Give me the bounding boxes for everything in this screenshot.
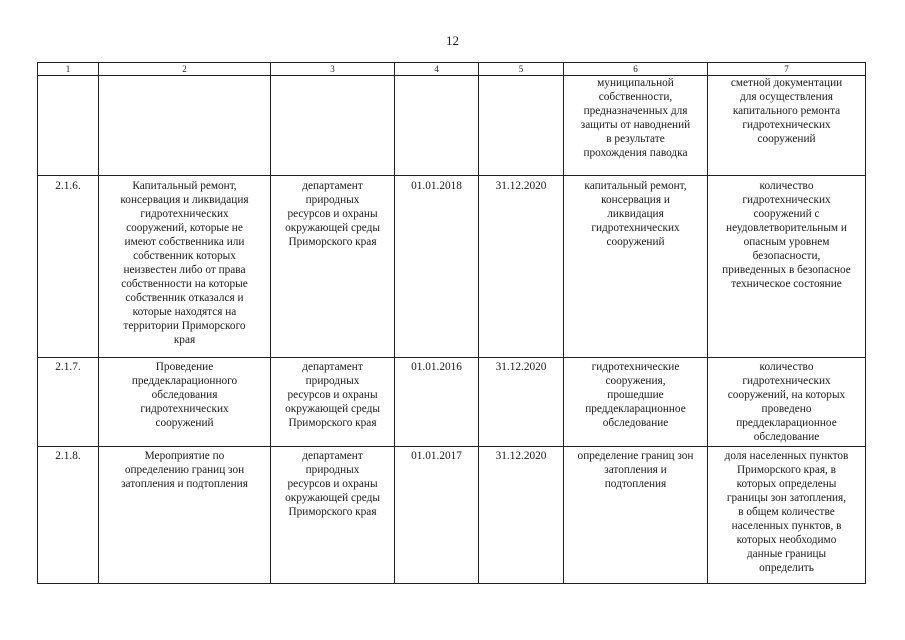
continuation-row [38, 76, 866, 176]
table-row [38, 358, 866, 447]
start-date-cell: 01.01.2017 [395, 447, 479, 584]
table-row [38, 447, 866, 584]
result-cell: капитальный ремонт, консервация и ликвидация гидротехнических сооружений [564, 176, 708, 358]
table-row [38, 176, 866, 358]
executor-cell: департамент природных ресурсов и охраны окружающей среды Приморского края [271, 358, 395, 447]
result-cell: определение границ зон затопления и подтопления [564, 447, 708, 584]
measure-name-cell: Мероприятие по определению границ зон затопления и подтопления [99, 447, 271, 584]
empty-cell [395, 76, 479, 176]
empty-cell [479, 76, 564, 176]
column-header: 2 [99, 63, 271, 76]
indicator-cell: количество гидротехнических сооружений с неудовлетворительным и опасным уровнем безопасности, приведенных в безопасное техническое состояние [708, 176, 866, 358]
measures-table [37, 62, 866, 584]
indicator-cell: сметной документации для осуществления капитального ремонта гидротехнических сооружений [708, 76, 866, 176]
column-header: 6 [564, 63, 708, 76]
start-date-cell: 01.01.2018 [395, 176, 479, 358]
page-number: 12 [446, 33, 459, 48]
row-number: 2.1.7. [38, 358, 99, 447]
executor-cell: департамент природных ресурсов и охраны окружающей среды Приморского края [271, 447, 395, 584]
measure-name-cell: Проведение преддекларационного обследования гидротехнических сооружений [99, 358, 271, 447]
indicator-cell: количество гидротехнических сооружений, на которых проведено преддекларационное обследование [708, 358, 866, 447]
empty-cell [271, 76, 395, 176]
indicator-cell: доля населенных пунктов Приморского края, в которых определены границы зон затопления, в общем количестве населенных пунктов, в которых необходимо данные границы определить [708, 447, 866, 584]
column-header: 1 [38, 63, 99, 76]
row-number: 2.1.6. [38, 176, 99, 358]
column-header: 7 [708, 63, 866, 76]
result-cell: гидротехнические сооружения, прошедшие преддекларационное обследование [564, 358, 708, 447]
start-date-cell: 01.01.2016 [395, 358, 479, 447]
column-header: 3 [271, 63, 395, 76]
column-number-row [38, 63, 866, 76]
measure-name-cell: Капитальный ремонт, консервация и ликвидация гидротехнических сооружений, которые не имеют собственника или собственник которых неизвестен либо от права собственности на которые собственник отказался и которые находятся на территории Приморского края [99, 176, 271, 358]
executor-cell: департамент природных ресурсов и охраны окружающей среды Приморского края [271, 176, 395, 358]
end-date-cell: 31.12.2020 [479, 358, 564, 447]
row-number: 2.1.8. [38, 447, 99, 584]
column-header: 4 [395, 63, 479, 76]
empty-cell [38, 76, 99, 176]
result-cell: муниципальной собственности, предназначенных для защиты от наводнений в результате прохождения паводка [564, 76, 708, 176]
empty-cell [99, 76, 271, 176]
end-date-cell: 31.12.2020 [479, 447, 564, 584]
end-date-cell: 31.12.2020 [479, 176, 564, 358]
column-header: 5 [479, 63, 564, 76]
